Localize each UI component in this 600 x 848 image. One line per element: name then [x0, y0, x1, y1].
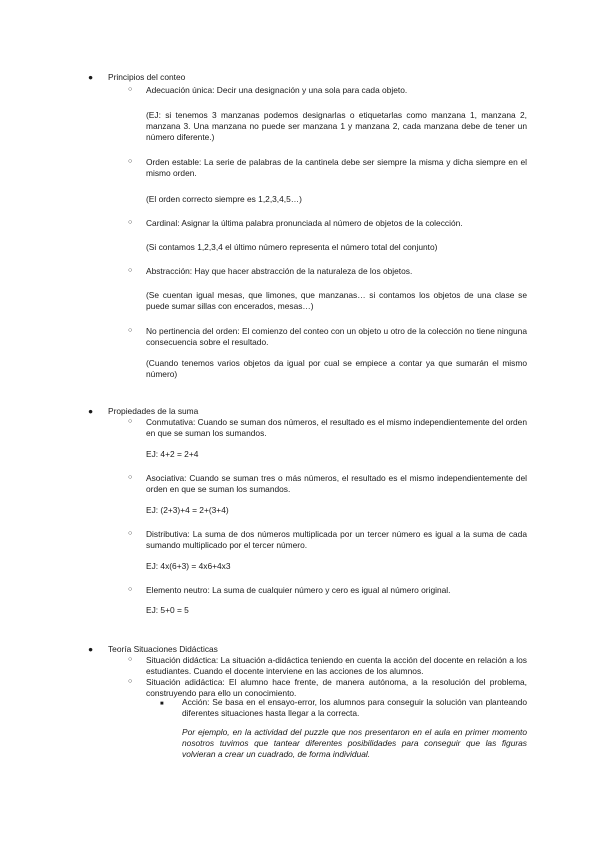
orden-estable-example: (El orden correcto siempre es 1,2,3,4,5…)	[146, 194, 302, 204]
distributiva-text: Distributiva: La suma de dos números multiplicada por un tercer número es igual a la suma de cada sumando multiplicado por el tercer número.	[146, 529, 527, 550]
item-bullet: ○	[128, 474, 133, 481]
no-pertinencia-text: No pertinencia del orden: El comienzo del conteo con un objeto u otro de la colección no tiene ninguna consecuencia sobre el resultado.	[146, 326, 527, 347]
item-bullet: ○	[128, 678, 133, 685]
section-1-bullet: ●	[88, 72, 94, 82]
item-bullet: ○	[128, 267, 133, 274]
accion-text: Acción: Se basa en el ensayo-error, los alumnos para conseguir la solución van planteando diferentes situaciones hasta llegar a la correcta.	[182, 697, 527, 718]
sub-item-bullet: ■	[160, 701, 164, 707]
cardinal-text: Cardinal: Asignar la última palabra pronunciada al número de objetos de la colección.	[146, 218, 463, 228]
situacion-didactica-text: Situación didáctica: La situación a-didáctica teniendo en cuenta la acción del docente en relación a los estudiantes. Cuando el docente interviene en las acciones de los alumnos.	[146, 655, 527, 676]
conmutativa-text: Conmutativa: Cuando se suman dos números, el resultado es el mismo independientemente del orden en que se suman los sumandos.	[146, 417, 527, 438]
adecuacion-unica-example: (EJ: si tenemos 3 manzanas podemos designarlas o etiquetarlas como manzana 1, manzana 2, manzana 3. Una manzana no puede ser manzana 1 y manzana 2, cada manzana debe de tener un número diferente.)	[146, 110, 527, 142]
cardinal-example: (Si contamos 1,2,3,4 el último número representa el número total del conjunto)	[146, 242, 438, 252]
asociativa-example: EJ: (2+3)+4 = 2+(3+4)	[146, 505, 229, 515]
section-2-heading: Propiedades de la suma	[108, 406, 199, 416]
item-bullet: ○	[128, 656, 133, 663]
item-bullet: ○	[128, 158, 133, 165]
section-3-heading: Teoría Situaciones Didácticas	[108, 644, 218, 654]
abstraccion-example: (Se cuentan igual mesas, que limones, que manzanas… si contamos los objetos de una clase se puede sumar sillas con encerados, mesas…)	[146, 290, 527, 311]
asociativa-text: Asociativa: Cuando se suman tres o más números, el resultado es el mismo independientemente del orden en que se suman los sumandos.	[146, 473, 527, 494]
situacion-adidactica-text: Situación adidáctica: El alumno hace frente, de manera autónoma, a la resolución del problema, construyendo para ello un conocimiento.	[146, 677, 527, 698]
item-bullet: ○	[128, 327, 133, 334]
section-1-heading: Principios del conteo	[108, 72, 186, 82]
distributiva-example: EJ: 4x(6+3) = 4x6+4x3	[146, 561, 231, 571]
conmutativa-example: EJ: 4+2 = 2+4	[146, 449, 199, 459]
elemento-neutro-example: EJ: 5+0 = 5	[146, 605, 189, 615]
item-bullet: ○	[128, 86, 133, 93]
section-3-bullet: ●	[88, 644, 94, 654]
abstraccion-text: Abstracción: Hay que hacer abstracción de la naturaleza de los objetos.	[146, 266, 413, 276]
orden-estable-text: Orden estable: La serie de palabras de la cantinela debe ser siempre la misma y dicha siempre en el mismo orden.	[146, 157, 527, 178]
adecuacion-unica-text: Adecuación única: Decir una designación y una sola para cada objeto.	[146, 85, 408, 95]
item-bullet: ○	[128, 586, 133, 593]
elemento-neutro-text: Elemento neutro: La suma de cualquier número y cero es igual al número original.	[146, 585, 451, 595]
section-2-bullet: ●	[88, 406, 94, 416]
accion-example: Por ejemplo, en la actividad del puzzle que nos presentaron en el aula en primer momento nosotros tuvimos que tantear diferentes posibilidades para conseguir que las figuras volvieran a crear un cuadrado, de forma individual.	[182, 727, 527, 759]
item-bullet: ○	[128, 219, 133, 226]
item-bullet: ○	[128, 418, 133, 425]
no-pertinencia-example: (Cuando tenemos varios objetos da igual por cual se empiece a contar ya que sumarán el mismo número)	[146, 358, 527, 379]
item-bullet: ○	[128, 530, 133, 537]
